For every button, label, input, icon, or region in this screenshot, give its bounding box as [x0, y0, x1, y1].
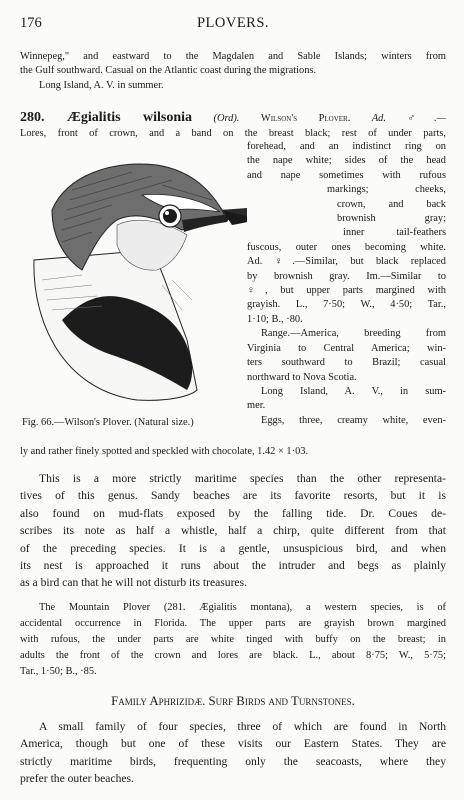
note-line: Tar., 1·50; B., ·85.	[20, 666, 97, 677]
intro-paragraph	[20, 50, 446, 93]
description-line: brownish gray;	[337, 213, 446, 225]
species-author: (Ord).	[213, 113, 240, 124]
species-description-line: Lores, front of crown, and a band on the breast black; rest of under parts,	[20, 128, 446, 139]
mountain-plover-note	[20, 600, 446, 680]
running-title: PLOVERS.	[196, 15, 270, 31]
range-line: mer.	[247, 400, 266, 412]
family-paragraph	[20, 718, 446, 788]
wilsons-plover-head-illustration	[22, 150, 247, 410]
description-line: grayish. L., 7·50; W., 4·50; Tar.,	[247, 299, 446, 311]
description-line: crown, and back	[337, 198, 446, 210]
main-line: also found on mud-flats exposed by the falling tide. Dr. Coues de-	[20, 506, 446, 520]
species-entry	[20, 110, 446, 141]
eggs-line: Eggs, three, creamy white, even-	[261, 414, 446, 426]
description-line: and nape sometimes with rufous	[247, 169, 446, 181]
main-line: of the preceding species. It is a gentle, unsuspicious bird, and when	[20, 541, 446, 555]
species-sex-mark: Ad. ♂.—	[371, 113, 447, 124]
note-line: accidental occurrence in Florida. The upper parts are grayish brown margined	[20, 618, 446, 629]
range-line: northward to Nova Scotia.	[247, 371, 357, 383]
main-line: This is a more strictly maritime species than the other representa-	[39, 472, 446, 485]
family-line: strictly maritime birds, frequenting only the seacoasts, where they	[20, 754, 446, 768]
eggs-continuation	[20, 445, 446, 459]
eggs-tail-line: ly and rather finely spotted and speckled with chocolate, 1.42 × 1·03.	[20, 446, 309, 457]
family-heading: Family Aphrizidæ. Surf Birds and Turnstones.	[111, 694, 355, 708]
species-title: 280. Ægialitis wilsonia	[20, 110, 192, 125]
family-line: America, though but one of these visits our Eastern States. They are	[20, 737, 446, 751]
note-line: The Mountain Plover (281. Ægialitis montana), a western species, is of	[39, 602, 446, 613]
intro-line: Long Island, A. V. in summer.	[39, 79, 164, 91]
main-line: as a bird can that he will not disturb its treasures.	[20, 576, 247, 590]
description-line: Ad. ♀.—Similar, but black replaced	[247, 256, 446, 268]
intro-line: the Gulf southward. Casual on the Atlantic coast during the migrations.	[20, 65, 317, 77]
species-heading-line	[20, 110, 446, 126]
description-line: forehead, and an indistinct ring on	[247, 141, 446, 152]
range-line: Virginia to Central America; win-	[247, 342, 446, 354]
species-common-name: Wilson's Plover.	[260, 113, 351, 124]
range-line: Long Island, A. V., in sum-	[261, 385, 446, 397]
description-line: by brownish gray. Im.—Similar to	[247, 270, 446, 282]
range-line: ters southward to Brazil; casual	[247, 357, 446, 369]
species-description-column	[247, 140, 446, 428]
description-line: markings; cheeks,	[327, 184, 446, 196]
description-line: 1·10; B., ·80.	[247, 313, 303, 325]
family-line: A small family of four species, three of which are found in North	[39, 720, 446, 733]
main-line: its nest is approached it runs about the intruder and begs as plainly	[20, 559, 446, 573]
main-line: scribes its note as half a whistle, half a chirp, quite different from that	[20, 524, 446, 538]
intro-line: Winnepeg," and eastward to the Magdalen and Sable Islands; winters from	[20, 51, 446, 62]
figure-caption: Fig. 66.—Wilson's Plover. (Natural size.)	[22, 417, 194, 428]
description-line: ♀, but upper parts margined with	[247, 285, 446, 297]
description-line: the nape white; sides of the head	[247, 155, 446, 167]
range-line: Range.—America, breeding from	[261, 328, 446, 340]
note-line: adults the front of the crown and lores are black. L., about 8·75; W., 5·75;	[20, 650, 446, 661]
main-line: tives of this genus. Sandy beaches are its favorite resorts, but it is	[20, 489, 446, 503]
description-line: fuscous, outer ones becoming white.	[247, 241, 446, 253]
page-number: 176	[20, 15, 42, 31]
description-line: inner tail-feathers	[343, 227, 446, 239]
running-header	[20, 15, 446, 33]
note-line: with rufous, the under parts are white tinged with buffy on the breast; in	[20, 634, 446, 645]
family-line: prefer the outer beaches.	[20, 772, 134, 786]
main-paragraph	[20, 470, 446, 592]
